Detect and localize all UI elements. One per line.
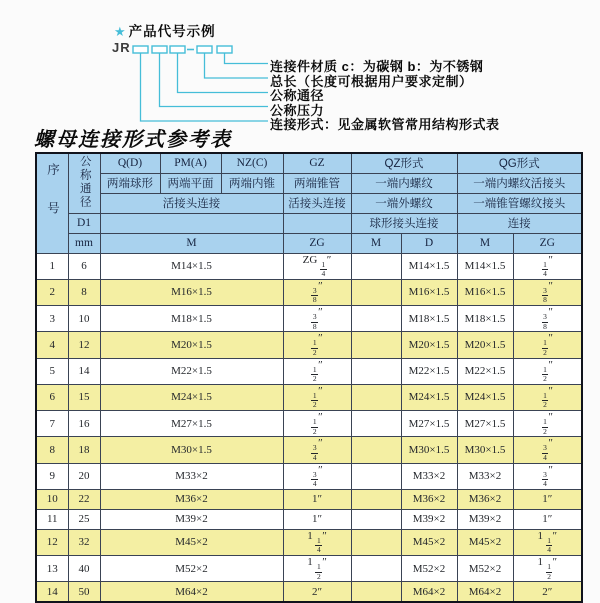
cell-qg-zg: 1 $\frac{1}{4}$ ″ [513, 529, 582, 555]
header-type-qg: QG形式 [457, 153, 582, 173]
table-row [36, 384, 582, 410]
fraction: $\frac{1}{2}$ [312, 417, 317, 436]
cell-qg-m: M22×1.5 [457, 358, 513, 384]
header-pm-desc: 两端平面 [160, 173, 221, 193]
cell-qz-d: M39×2 [401, 509, 457, 529]
code-boxes-connectors [130, 42, 270, 126]
cell-zg: $\frac{1}{2}$ ″ [283, 332, 351, 358]
cell-dn-mm: 6 [68, 253, 100, 279]
cell-dn-mm: 22 [68, 489, 100, 509]
cell-qz-m [351, 556, 401, 582]
cell-dn-mm: 25 [68, 509, 100, 529]
fraction: $\frac{3}{4}$ [543, 469, 547, 489]
nut-connection-table [35, 152, 583, 603]
cell-m: M27×1.5 [100, 411, 283, 437]
fraction: $\frac{3}{8}$ [543, 312, 547, 331]
connector-line [160, 53, 269, 107]
cell-qz-m [351, 582, 401, 602]
code-label-material: 连接件材质 c：为碳钢 b：为不锈钢 [270, 59, 484, 74]
fraction: $\frac{1}{4}$ [316, 535, 321, 555]
cell-seq: 6 [36, 384, 68, 410]
cell-qg-m: M16×1.5 [457, 279, 513, 305]
cell-zg: 1 $\frac{1}{4}$ ″ [283, 529, 351, 555]
cell-m: M20×1.5 [100, 332, 283, 358]
cell-seq: 3 [36, 306, 68, 332]
cell-qg-zg: 2″ [513, 582, 582, 602]
cell-qz-d: M30×1.5 [401, 437, 457, 463]
header-m: M [100, 233, 283, 253]
header-qg-zg: ZG [513, 233, 582, 253]
cell-qg-zg: 1 $\frac{1}{2}$ ″ [513, 556, 582, 582]
cell-qz-d: M52×2 [401, 556, 457, 582]
diagram-heading-text: 产品代号示例 [128, 24, 216, 39]
cell-m: M24×1.5 [100, 384, 283, 410]
fraction: $\frac{1}{2}$ [312, 364, 317, 384]
cell-qz-m [351, 358, 401, 384]
cell-qg-m: M36×2 [457, 489, 513, 509]
table-row [36, 332, 582, 358]
fraction: $\frac{1}{4}$ [321, 259, 326, 279]
header-qz-m: M [351, 233, 401, 253]
cell-qz-m [351, 306, 401, 332]
cell-qz-d: M24×1.5 [401, 384, 457, 410]
cell-qg-m: M30×1.5 [457, 437, 513, 463]
cell-m: M22×1.5 [100, 358, 283, 384]
fraction: $\frac{3}{4}$ [312, 469, 317, 489]
diagram-heading [114, 20, 216, 40]
cell-qg-m: M45×2 [457, 529, 513, 555]
fraction: $\frac{3}{8}$ [312, 312, 317, 331]
table-row [36, 253, 582, 279]
cell-dn-mm: 16 [68, 411, 100, 437]
header-d1-blank-gz [283, 213, 351, 233]
header-zg: ZG [283, 233, 351, 253]
cell-qg-m: M64×2 [457, 582, 513, 602]
cell-qz-d: M64×2 [401, 582, 457, 602]
cell-qz-d: M27×1.5 [401, 411, 457, 437]
fraction: $\frac{1}{4}$ [547, 535, 551, 555]
cell-seq: 9 [36, 463, 68, 489]
cell-qg-m: M27×1.5 [457, 411, 513, 437]
cell-dn-mm: 40 [68, 556, 100, 582]
cell-qg-m: M24×1.5 [457, 384, 513, 410]
cell-qz-d: M14×1.5 [401, 253, 457, 279]
cell-seq: 8 [36, 437, 68, 463]
cell-seq: 12 [36, 529, 68, 555]
header-type-q: Q(D) [100, 153, 160, 173]
cell-zg: $\frac{1}{2}$ ″ [283, 384, 351, 410]
cell-seq: 7 [36, 411, 68, 437]
cell-qg-zg: $\frac{3}{4}$ ″ [513, 463, 582, 489]
cell-dn-mm: 14 [68, 358, 100, 384]
table-row [36, 279, 582, 305]
cell-zg: 1″ [283, 489, 351, 509]
cell-qz-m [351, 384, 401, 410]
cell-zg: 2″ [283, 582, 351, 602]
cell-seq: 13 [36, 556, 68, 582]
connector-line [205, 53, 269, 78]
table-row [36, 556, 582, 582]
code-label-diameter: 公称通径 [270, 88, 325, 103]
table-body [36, 253, 582, 602]
fraction: $\frac{1}{2}$ [312, 390, 317, 410]
fraction: $\frac{3}{4}$ [543, 443, 547, 462]
fraction: $\frac{1}{2}$ [543, 417, 547, 436]
cell-seq: 4 [36, 332, 68, 358]
code-box-icon [197, 46, 212, 53]
code-box-icon [170, 46, 185, 53]
section-title: 螺母连接形式参考表 [34, 129, 232, 151]
cell-qz-d: M18×1.5 [401, 306, 457, 332]
cell-qz-d: M36×2 [401, 489, 457, 509]
table-row [36, 582, 582, 602]
code-box-icon [133, 46, 148, 53]
fraction: $\frac{1}{2}$ [543, 390, 547, 410]
cell-qz-m [351, 279, 401, 305]
fraction: $\frac{3}{8}$ [543, 285, 547, 305]
code-label-pressure: 公称压力 [270, 102, 325, 118]
cell-m: M14×1.5 [100, 253, 283, 279]
cell-qz-m [351, 489, 401, 509]
cell-qz-m [351, 509, 401, 529]
table-row [36, 411, 582, 437]
fraction: $\frac{1}{2}$ [316, 562, 321, 581]
code-label-length: 总长（长度可根据用户要求定制） [270, 73, 473, 89]
header-seq: 序号 [36, 153, 68, 253]
cell-qg-m: M33×2 [457, 463, 513, 489]
cell-dn-mm: 10 [68, 306, 100, 332]
cell-qg-m: M14×1.5 [457, 253, 513, 279]
header-gz-union: 活接头连接 [283, 193, 351, 213]
cell-dn-mm: 20 [68, 463, 100, 489]
cell-qg-zg: $\frac{1}{2}$ ″ [513, 332, 582, 358]
cell-m: M36×2 [100, 489, 283, 509]
cell-qz-m [351, 529, 401, 555]
cell-qz-d: M20×1.5 [401, 332, 457, 358]
cell-zg: $\frac{3}{4}$ ″ [283, 437, 351, 463]
fraction: $\frac{1}{2}$ [543, 364, 547, 384]
cell-zg: $\frac{3}{8}$ ″ [283, 279, 351, 305]
cell-qg-zg: $\frac{3}{8}$ ″ [513, 279, 582, 305]
header-qz-desc2: 一端外螺纹 [351, 193, 457, 213]
fraction: $\frac{1}{2}$ [547, 562, 551, 581]
cell-zg: 1 $\frac{1}{2}$ ″ [283, 556, 351, 582]
header-gz-desc: 两端锥管 [283, 173, 351, 193]
header-type-nz: NZ(C) [221, 153, 283, 173]
header-nz-desc: 两端内锥 [221, 173, 283, 193]
table-header [36, 153, 582, 253]
cell-dn-mm: 18 [68, 437, 100, 463]
cell-m: M30×1.5 [100, 437, 283, 463]
cell-qg-zg: $\frac{1}{2}$ ″ [513, 411, 582, 437]
cell-qz-d: M45×2 [401, 529, 457, 555]
header-d1-blank [100, 213, 283, 233]
cell-seq: 14 [36, 582, 68, 602]
header-d1: D1 [68, 213, 100, 233]
cell-seq: 5 [36, 358, 68, 384]
cell-seq: 2 [36, 279, 68, 305]
header-qg-desc1: 一端内螺纹活接头 [457, 173, 582, 193]
cell-m: M45×2 [100, 529, 283, 555]
table-row [36, 509, 582, 529]
cell-qg-zg: $\frac{1}{2}$ ″ [513, 384, 582, 410]
cell-qz-m [351, 437, 401, 463]
cell-zg: $\frac{1}{2}$ ″ [283, 358, 351, 384]
table-row [36, 463, 582, 489]
header-type-pm: PM(A) [160, 153, 221, 173]
cell-seq: 1 [36, 253, 68, 279]
cell-qz-d: M22×1.5 [401, 358, 457, 384]
fraction: $\frac{1}{2}$ [543, 338, 547, 357]
cell-qg-m: M20×1.5 [457, 332, 513, 358]
cell-m: M64×2 [100, 582, 283, 602]
header-type-qz: QZ形式 [351, 153, 457, 173]
cell-qg-zg: $\frac{3}{4}$ ″ [513, 437, 582, 463]
star-icon: ★ [114, 24, 127, 39]
header-qg-desc2: 一端锥管螺纹接头 [457, 193, 582, 213]
header-qz-d: D [401, 233, 457, 253]
cell-m: M16×1.5 [100, 279, 283, 305]
cell-m: M33×2 [100, 463, 283, 489]
fraction: $\frac{3}{4}$ [312, 443, 317, 462]
cell-qz-m [351, 332, 401, 358]
cell-qz-m [351, 411, 401, 437]
header-row-d1 [36, 213, 582, 233]
cell-zg: $\frac{1}{2}$ ″ [283, 411, 351, 437]
header-qz-conn: 球形接头连接 [351, 213, 457, 233]
header-qg-m: M [457, 233, 513, 253]
cell-qz-m [351, 253, 401, 279]
header-row-desc2 [36, 193, 582, 213]
header-mm: mm [68, 233, 100, 253]
header-type-gz: GZ [283, 153, 351, 173]
table-row [36, 306, 582, 332]
cell-qg-m: M39×2 [457, 509, 513, 529]
cell-dn-mm: 32 [68, 529, 100, 555]
code-box-icon [217, 46, 232, 53]
table-row [36, 437, 582, 463]
cell-qz-m [351, 463, 401, 489]
cell-qg-zg: 1″ [513, 509, 582, 529]
cell-seq: 11 [36, 509, 68, 529]
connector-line [178, 53, 269, 93]
table-row [36, 358, 582, 384]
cell-seq: 10 [36, 489, 68, 509]
cell-zg: 1″ [283, 509, 351, 529]
code-prefix: JR [112, 40, 131, 55]
cell-dn-mm: 12 [68, 332, 100, 358]
cell-dn-mm: 50 [68, 582, 100, 602]
cell-zg: ZG $\frac{1}{4}$ ″ [283, 253, 351, 279]
fraction: $\frac{1}{2}$ [312, 338, 317, 357]
header-dn: 公称通径 [68, 153, 100, 213]
cell-qg-zg: $\frac{3}{8}$ ″ [513, 306, 582, 332]
cell-m: M39×2 [100, 509, 283, 529]
header-union: 活接头连接 [100, 193, 283, 213]
header-qz-desc1: 一端内螺纹 [351, 173, 457, 193]
cell-qg-zg: $\frac{1}{4}$ ″ [513, 253, 582, 279]
table-row [36, 489, 582, 509]
header-row-desc1 [36, 173, 582, 193]
cell-dn-mm: 15 [68, 384, 100, 410]
cell-zg: $\frac{3}{4}$ ″ [283, 463, 351, 489]
cell-dn-mm: 8 [68, 279, 100, 305]
cell-zg: $\frac{3}{8}$ ″ [283, 306, 351, 332]
table-row [36, 529, 582, 555]
fraction: $\frac{3}{8}$ [312, 285, 317, 305]
cell-qg-m: M52×2 [457, 556, 513, 582]
code-box-icon [152, 46, 167, 53]
cell-m: M52×2 [100, 556, 283, 582]
header-q-desc: 两端球形 [100, 173, 160, 193]
cell-qg-zg: $\frac{1}{2}$ ″ [513, 358, 582, 384]
cell-m: M18×1.5 [100, 306, 283, 332]
cell-qz-d: M33×2 [401, 463, 457, 489]
header-row-types [36, 153, 582, 173]
cell-qz-d: M16×1.5 [401, 279, 457, 305]
cell-qg-zg: 1″ [513, 489, 582, 509]
header-row-units [36, 233, 582, 253]
cell-qg-m: M18×1.5 [457, 306, 513, 332]
code-label-connection: 连接形式：见金属软管常用结构形式表 [270, 117, 500, 132]
fraction: $\frac{1}{4}$ [543, 259, 547, 279]
header-qg-conn: 连接 [457, 213, 582, 233]
connector-line [225, 53, 269, 64]
